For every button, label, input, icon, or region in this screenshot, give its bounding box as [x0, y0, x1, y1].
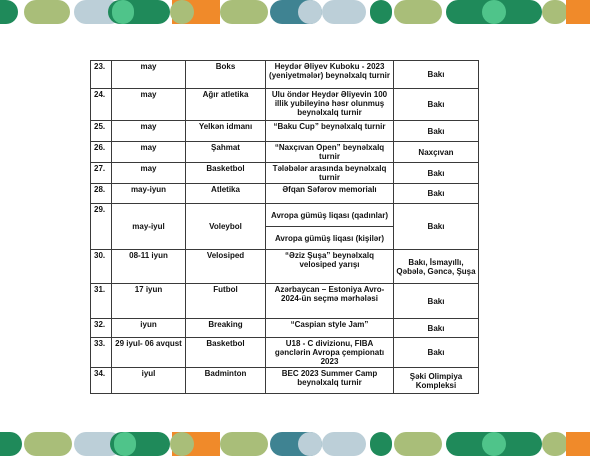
row-event: Əfqan Səfərov memorialı: [266, 184, 394, 204]
row-place: Bakı: [394, 319, 479, 338]
band-segment: [322, 432, 366, 456]
row-sport: Velosiped: [186, 250, 266, 284]
row-sport: Breaking: [186, 319, 266, 338]
band-segment: [112, 0, 134, 24]
table-row: [91, 319, 479, 338]
row-place: Bakı: [394, 61, 479, 89]
row-place: Bakı: [394, 284, 479, 319]
table-row: [91, 61, 479, 89]
band-segment: [24, 0, 70, 24]
band-segment: [298, 0, 322, 24]
row-event: “Baku Cup” beynəlxalq turnir: [266, 121, 394, 142]
row-number: 34.: [91, 368, 112, 394]
band-segment: [394, 0, 442, 24]
band-segment: [370, 432, 392, 456]
row-event: “Naxçıvan Open” beynəlxalq turnir: [266, 142, 394, 163]
row-date: may-iyul: [112, 204, 186, 250]
row-date: 08-11 iyun: [112, 250, 186, 284]
row-number: 31.: [91, 284, 112, 319]
row-number: 26.: [91, 142, 112, 163]
row-date: iyul: [112, 368, 186, 394]
row-event: Azərbaycan – Estoniya Avro-2024-ün seçmə mərhələsi: [266, 284, 394, 319]
row-sport: Badminton: [186, 368, 266, 394]
row-place: Bakı: [394, 338, 479, 368]
band-segment: [482, 432, 506, 456]
row-place: Bakı: [394, 163, 479, 184]
band-segment: [394, 432, 442, 456]
row-event: “Əziz Şuşa” beynəlxalq velosiped yarışı: [266, 250, 394, 284]
row-sport: Şahmat: [186, 142, 266, 163]
row-sport: Yelkən idmanı: [186, 121, 266, 142]
row-number: 30.: [91, 250, 112, 284]
band-segment: [566, 432, 590, 456]
row-date: may: [112, 89, 186, 121]
band-segment: [482, 0, 506, 24]
band-segment: [0, 432, 22, 456]
table-row: [91, 338, 479, 368]
row-date: may: [112, 142, 186, 163]
row-sport: Basketbol: [186, 338, 266, 368]
band-segment: [220, 0, 268, 24]
table-row: [91, 121, 479, 142]
row-sport: Futbol: [186, 284, 266, 319]
row-place: Şəki Olimpiya Kompleksi: [394, 368, 479, 394]
row-date: 17 iyun: [112, 284, 186, 319]
decorative-band-bottom: [0, 432, 590, 456]
band-segment: [0, 0, 18, 24]
band-segment: [220, 432, 268, 456]
row-event: Avropa gümüş liqası (qadınlar): [266, 204, 394, 227]
row-sport: Boks: [186, 61, 266, 89]
row-number: 24.: [91, 89, 112, 121]
row-event: Heydər Əliyev Kuboku - 2023 (yeniyetmələr) beynəlxalq turnir: [266, 61, 394, 89]
table-row: [91, 184, 479, 204]
row-sport: Atletika: [186, 184, 266, 204]
row-event: “Caspian style Jam”: [266, 319, 394, 338]
row-event: U18 - C divizionu, FIBA gənclərin Avropa çempionatı 2023: [266, 338, 394, 368]
decorative-band-top: [0, 0, 590, 24]
row-event: BEC 2023 Summer Camp beynəlxalq turnir: [266, 368, 394, 394]
row-number: 25.: [91, 121, 112, 142]
row-number: 33.: [91, 338, 112, 368]
row-sport: Basketbol: [186, 163, 266, 184]
table-row: [91, 284, 479, 319]
row-event: Ulu öndər Heydər Əliyevin 100 illik yubileyinə həsr olunmuş beynəlxalq turnir: [266, 89, 394, 121]
band-segment: [322, 0, 366, 24]
table-row: [91, 142, 479, 163]
band-segment: [566, 0, 590, 24]
band-segment: [170, 0, 194, 24]
row-place: Bakı: [394, 121, 479, 142]
row-date: may: [112, 121, 186, 142]
row-number: 28.: [91, 184, 112, 204]
band-segment: [542, 0, 568, 24]
row-number: 23.: [91, 61, 112, 89]
row-place: Bakı: [394, 89, 479, 121]
row-date: may: [112, 61, 186, 89]
table-row: [91, 250, 479, 284]
row-number: 27.: [91, 163, 112, 184]
row-number: 29.: [91, 204, 112, 250]
band-segment: [370, 0, 392, 24]
table-row: [91, 89, 479, 121]
row-number: 32.: [91, 319, 112, 338]
row-event-secondary: Avropa gümüş liqası (kişilər): [266, 227, 394, 250]
row-date: iyun: [112, 319, 186, 338]
row-event: Tələbələr arasında beynəlxalq turnir: [266, 163, 394, 184]
row-date: may-iyun: [112, 184, 186, 204]
band-segment: [114, 432, 136, 456]
table-row: [91, 368, 479, 394]
row-date: may: [112, 163, 186, 184]
band-segment: [542, 432, 568, 456]
band-segment: [298, 432, 322, 456]
table-row: [91, 204, 479, 227]
row-place: Bakı: [394, 184, 479, 204]
events-table: [90, 60, 479, 394]
row-place: Bakı: [394, 204, 479, 250]
row-date: 29 iyul- 06 avqust: [112, 338, 186, 368]
band-segment: [170, 432, 194, 456]
row-sport: Ağır atletika: [186, 89, 266, 121]
row-place: Bakı, İsmayıllı, Qəbələ, Gəncə, Şuşa: [394, 250, 479, 284]
table-row: [91, 163, 479, 184]
band-segment: [24, 432, 72, 456]
row-sport: Voleybol: [186, 204, 266, 250]
row-place: Naxçıvan: [394, 142, 479, 163]
